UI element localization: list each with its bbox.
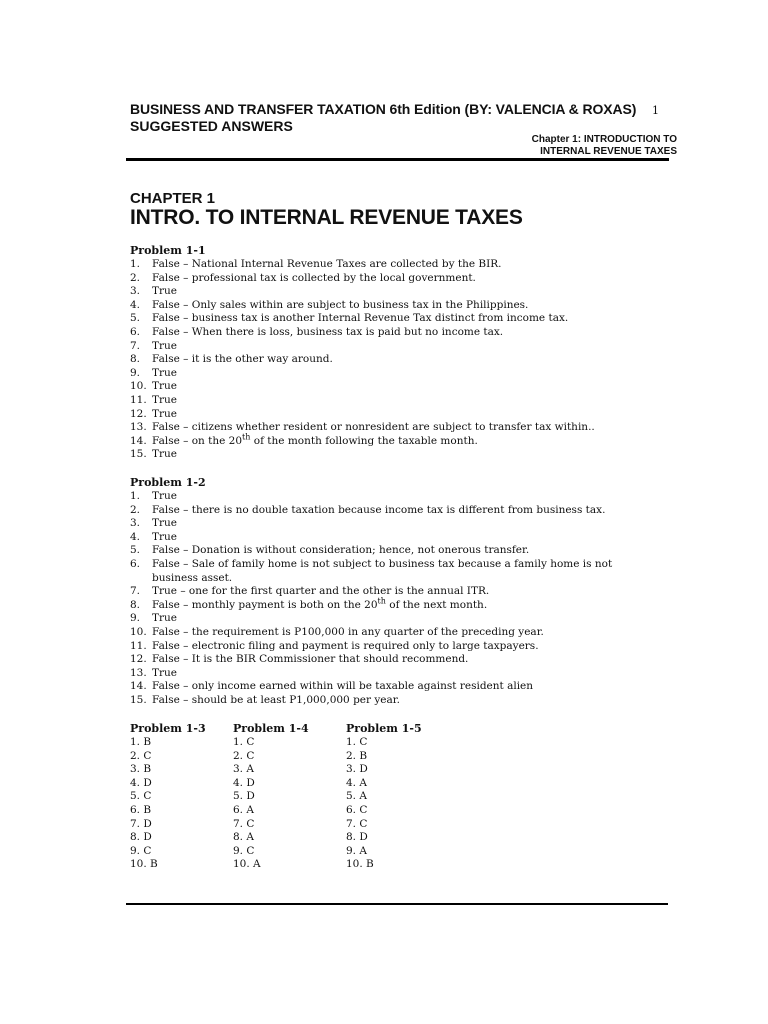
- answer-text: True: [152, 407, 177, 420]
- answer-item: [130, 667, 660, 681]
- answer-item: [130, 312, 660, 326]
- answer-item: [130, 394, 660, 408]
- answer-item: [130, 612, 660, 626]
- answer-item: [130, 680, 660, 694]
- answer-text: True: [152, 393, 177, 406]
- choice-answer: 10. B: [346, 858, 374, 871]
- answer-text: False – Only sales within are subject to business tax in the Philippines.: [152, 298, 529, 311]
- choice-answer: 3. B: [130, 763, 152, 776]
- answer-number: 5.: [130, 544, 141, 557]
- answer-item: [130, 408, 660, 422]
- answer-number: 7.: [130, 339, 141, 352]
- answer-item: [130, 640, 660, 654]
- answer-number: 11.: [130, 639, 147, 652]
- answer-text-part: of the month following the taxable month.: [250, 434, 478, 447]
- running-chapter-line-2: INTERNAL REVENUE TAXES: [540, 146, 677, 157]
- answer-text: True – one for the first quarter and the other is the annual ITR.: [152, 585, 490, 598]
- answer-number: 2.: [130, 503, 141, 516]
- answer-number: 10.: [130, 625, 147, 638]
- choice-answer: 4. D: [233, 776, 255, 789]
- answer-number: 14.: [130, 434, 147, 447]
- answer-number: 4.: [130, 530, 141, 543]
- answer-text: False – National Internal Revenue Taxes are collected by the BIR.: [152, 258, 502, 270]
- choice-answer: 9. C: [130, 844, 152, 857]
- choice-answer: 7. C: [346, 817, 368, 830]
- chapter-title: INTRO. TO INTERNAL REVENUE TAXES: [130, 206, 523, 229]
- answer-text-part: False – monthly payment is both on the 20: [152, 598, 378, 611]
- answer-text-part: False – on the 20: [152, 434, 243, 447]
- answer-item: [130, 340, 660, 354]
- answer-number: 2.: [130, 271, 141, 284]
- document-header-title: BUSINESS AND TRANSFER TAXATION 6th Edition (BY: VALENCIA & ROXAS): [130, 101, 637, 117]
- answer-number: 9.: [130, 366, 141, 379]
- ordinal-suffix: th: [377, 596, 386, 606]
- problem-1-5-column: [346, 722, 422, 872]
- choice-answer: 7. D: [130, 817, 152, 830]
- answer-item: [130, 285, 660, 299]
- answer-number: 8.: [130, 353, 141, 366]
- answer-item: [130, 380, 660, 394]
- answer-number: 1.: [130, 490, 141, 502]
- choice-answer: 5. C: [130, 790, 152, 803]
- answer-number: 1.: [130, 258, 141, 270]
- answer-text: True: [152, 339, 177, 352]
- answer-text: False – professional tax is collected by the local government.: [152, 271, 476, 284]
- answer-text: True: [152, 490, 177, 502]
- answer-item: [130, 544, 660, 558]
- problem-1-3-answers: [130, 736, 206, 872]
- answer-item: [130, 694, 660, 708]
- answer-item: [130, 517, 660, 531]
- choice-answer: 6. C: [346, 803, 368, 816]
- answer-text: [152, 432, 478, 447]
- answer-item: [130, 258, 660, 272]
- answer-text: True: [152, 366, 177, 379]
- choice-answer: 7. C: [233, 817, 255, 830]
- answer-number: 14.: [130, 680, 147, 693]
- choice-answer: 9. C: [233, 844, 255, 857]
- choice-answer: 8. A: [233, 831, 254, 844]
- problem-1-4-column: [233, 722, 309, 872]
- answer-number: 10.: [130, 380, 147, 393]
- answer-item: [130, 353, 660, 367]
- problem-1-4-answers: [233, 736, 309, 872]
- choice-answer: 2. C: [233, 749, 255, 762]
- choice-answer: 10. A: [233, 858, 261, 871]
- answer-item: [130, 490, 660, 504]
- choice-answer: 1. B: [130, 736, 152, 748]
- answer-text: False – citizens whether resident or nonresident are subject to transfer tax within..: [152, 421, 595, 434]
- answer-item: [130, 421, 660, 435]
- answer-text: True: [152, 448, 177, 461]
- answer-item: [130, 432, 660, 449]
- answer-item: [130, 585, 660, 599]
- answer-text: False – Donation is without consideration; hence, not onerous transfer.: [152, 544, 530, 557]
- answer-text: False – there is no double taxation because income tax is different from business tax.: [152, 503, 606, 516]
- chapter-label: CHAPTER 1: [130, 190, 216, 207]
- answer-number: 12.: [130, 653, 147, 666]
- answer-number: 9.: [130, 612, 141, 625]
- answer-number: 7.: [130, 585, 141, 598]
- answer-item: [130, 596, 660, 613]
- answer-text: True: [152, 380, 177, 393]
- answer-item: [130, 531, 660, 545]
- answer-item: [130, 626, 660, 640]
- answer-item: [130, 558, 660, 585]
- header-divider: [126, 158, 669, 161]
- choice-answer: 3. A: [233, 763, 254, 776]
- answer-item: [130, 504, 660, 518]
- answer-number: 6.: [130, 557, 141, 570]
- answer-number: 8.: [130, 598, 141, 611]
- answer-text: False – it is the other way around.: [152, 353, 333, 366]
- choice-answer: 1. C: [233, 736, 255, 748]
- choice-answer: 3. D: [346, 763, 368, 776]
- answer-text: False – Sale of family home is not subject to business tax because a family home is not business asset.: [152, 557, 613, 584]
- answer-text: False – business tax is another Internal Revenue Tax distinct from income tax.: [152, 312, 569, 325]
- choice-answer: 6. B: [130, 803, 152, 816]
- choice-answer: 4. D: [130, 776, 152, 789]
- choice-answer: 5. D: [233, 790, 255, 803]
- problem-1-3-heading: Problem 1-3: [130, 722, 206, 735]
- answer-text: False – the requirement is P100,000 in any quarter of the preceding year.: [152, 625, 544, 638]
- choice-answer: 9. A: [346, 844, 367, 857]
- choice-answer: 6. A: [233, 803, 254, 816]
- answer-number: 12.: [130, 407, 147, 420]
- answer-text: False – only income earned within will be taxable against resident alien: [152, 680, 534, 693]
- choice-answer: 2. C: [130, 749, 152, 762]
- page-number: 1: [652, 104, 659, 117]
- answer-text: False – When there is loss, business tax is paid but no income tax.: [152, 325, 504, 338]
- answer-number: 6.: [130, 325, 141, 338]
- choice-answer: 4. A: [346, 776, 367, 789]
- problem-1-1-answers: [130, 258, 660, 462]
- answer-text: [152, 596, 488, 611]
- answer-text: False – It is the BIR Commissioner that should recommend.: [152, 653, 469, 666]
- choice-answer: 10. B: [130, 858, 158, 871]
- problem-1-5-answers: [346, 736, 422, 872]
- problem-1-1-heading: Problem 1-1: [130, 244, 206, 257]
- choice-answer: 8. D: [130, 831, 152, 844]
- answer-number: 5.: [130, 312, 141, 325]
- answer-item: [130, 367, 660, 381]
- answer-number: 15.: [130, 693, 147, 706]
- answer-item: [130, 326, 660, 340]
- answer-item: [130, 653, 660, 667]
- footer-divider: [126, 903, 668, 905]
- document-header-subtitle: SUGGESTED ANSWERS: [130, 118, 293, 134]
- problem-1-2-heading: Problem 1-2: [130, 476, 206, 489]
- problem-1-3-column: [130, 722, 206, 872]
- problem-1-4-heading: Problem 1-4: [233, 722, 309, 735]
- answer-item: [130, 448, 660, 462]
- answer-number: 3.: [130, 517, 141, 530]
- choice-answer: 8. D: [346, 831, 368, 844]
- answer-number: 13.: [130, 421, 147, 434]
- problem-1-2-answers: [130, 490, 660, 708]
- answer-text: False – electronic filing and payment is required only to large taxpayers.: [152, 639, 539, 652]
- answer-text: True: [152, 285, 177, 298]
- choice-answer: 5. A: [346, 790, 367, 803]
- answer-number: 13.: [130, 666, 147, 679]
- choice-answer: 1. C: [346, 736, 368, 748]
- answer-text: True: [152, 517, 177, 530]
- choice-answer: 2. B: [346, 749, 368, 762]
- problem-1-5-heading: Problem 1-5: [346, 722, 422, 735]
- answer-text: True: [152, 530, 177, 543]
- running-chapter-line-1: Chapter 1: INTRODUCTION TO: [531, 134, 677, 145]
- answer-number: 11.: [130, 393, 147, 406]
- answer-item: [130, 299, 660, 313]
- answer-item: [130, 272, 660, 286]
- answer-text: True: [152, 612, 177, 625]
- answer-number: 15.: [130, 448, 147, 461]
- answer-text-part: of the next month.: [385, 598, 488, 611]
- answer-number: 4.: [130, 298, 141, 311]
- ordinal-suffix: th: [242, 432, 251, 442]
- answer-text: True: [152, 666, 177, 679]
- answer-number: 3.: [130, 285, 141, 298]
- answer-text: False – should be at least P1,000,000 per year.: [152, 693, 400, 706]
